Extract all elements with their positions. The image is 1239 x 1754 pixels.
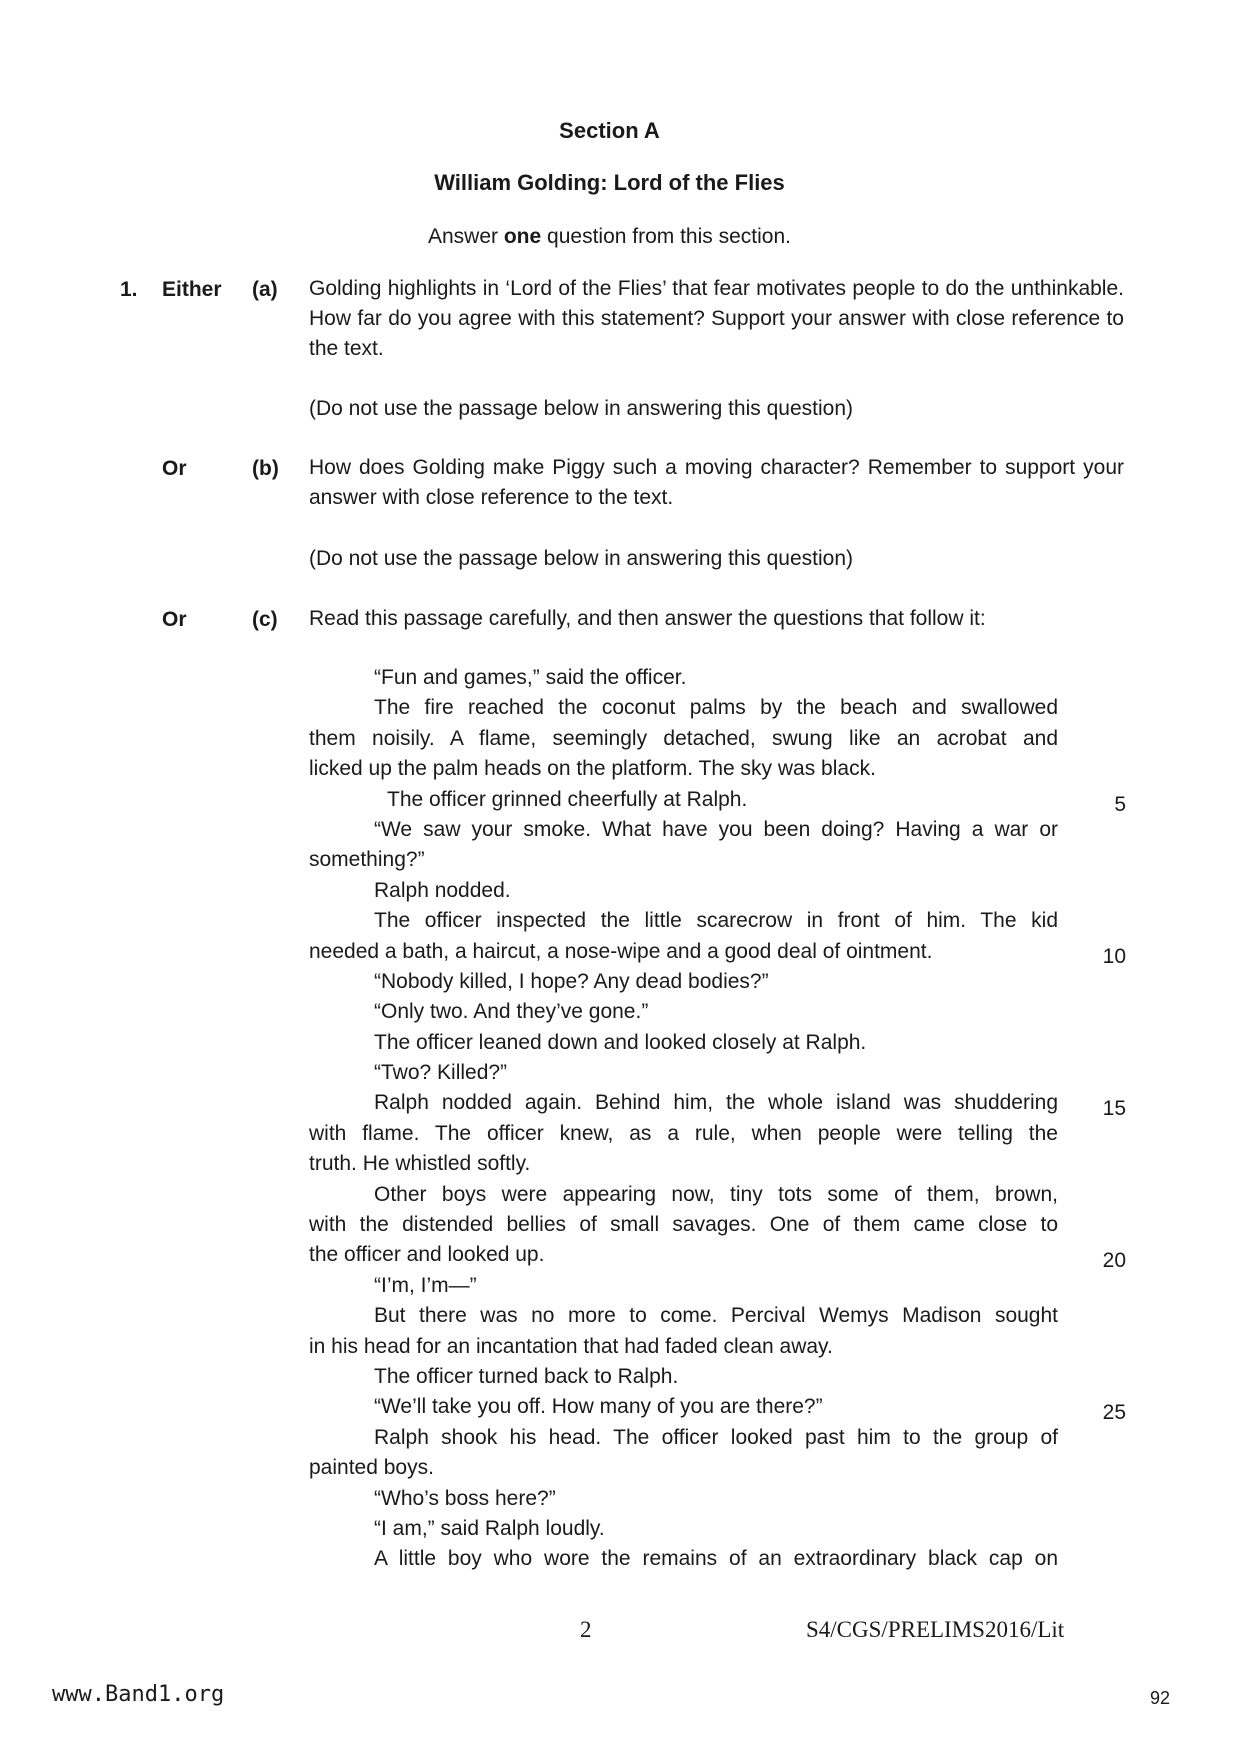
passage-line: The officer leaned down and looked closely at Ralph. <box>374 1030 867 1054</box>
passage-line: “We’ll take you off. How many of you are there?” <box>374 1395 823 1419</box>
page-number: 2 <box>580 1617 592 1642</box>
passage <box>309 663 1058 1575</box>
part-b-text: How does Golding make Piggy such a moving character? Remember to support your answer with close reference to the text. <box>309 456 1124 509</box>
passage-line: “Who’s boss here?” <box>374 1486 556 1510</box>
passage-line: licked up the palm heads on the platform. The sky was black. <box>309 757 876 781</box>
passage-line: “I am,” said Ralph loudly. <box>374 1516 605 1540</box>
part-c-label: (c) <box>252 608 278 631</box>
passage-line: the officer and looked up. <box>309 1243 545 1267</box>
line-number: 20 <box>1102 1249 1126 1272</box>
passage-line: painted boys. <box>309 1456 434 1480</box>
line-number: 15 <box>1102 1097 1126 1120</box>
paper-code: S4/CGS/PRELIMS2016/Lit <box>806 1617 1065 1642</box>
passage-line: “Only two. And they’ve gone.” <box>374 1000 649 1024</box>
passage-line: something?” <box>309 848 425 872</box>
passage-line: with flame. The officer knew, as a rule, when people were telling the <box>309 1121 1058 1145</box>
passage-line: Ralph nodded. <box>374 878 511 902</box>
passage-line: “Two? Killed?” <box>374 1061 508 1085</box>
passage-line: The fire reached the coconut palms by the beach and swallowed <box>374 696 1058 720</box>
line-number: 25 <box>1102 1401 1126 1424</box>
passage-line: with the distended bellies of small savages. One of them came close to <box>309 1213 1058 1237</box>
passage-line: The officer inspected the little scarecrow in front of him. The kid <box>374 909 1058 933</box>
passage-line: Other boys were appearing now, tiny tots some of them, brown, <box>374 1182 1058 1206</box>
passage-line: needed a bath, a haircut, a nose-wipe and a good deal of ointment. <box>309 939 933 963</box>
passage-line: The officer grinned cheerfully at Ralph. <box>387 787 748 811</box>
or-label-c: Or <box>162 608 187 631</box>
passage-line: But there was no more to come. Percival Wemys Madison sought <box>374 1304 1058 1328</box>
part-b-note: (Do not use the passage below in answering this question) <box>309 547 853 570</box>
part-a-label: (a) <box>252 278 278 301</box>
passage-line: The officer turned back to Ralph. <box>374 1364 679 1388</box>
part-b-label: (b) <box>252 457 279 480</box>
either-label: Either <box>162 278 222 301</box>
passage-line: “I’m, I’m—” <box>374 1273 477 1297</box>
website-watermark: www.Band1.org <box>52 1682 225 1707</box>
part-a-text: Golding highlights in ‘Lord of the Flies’ that fear motivates people to do the unthinkable. How far do you agree with this statement? Support your answer with close reference to the text. <box>309 277 1124 360</box>
or-label-b: Or <box>162 457 187 480</box>
passage-line: Ralph shook his head. The officer looked past him to the group of <box>374 1425 1058 1449</box>
passage-line: in his head for an incantation that had faded clean away. <box>309 1334 833 1358</box>
document-page-number: 92 <box>1150 1688 1171 1708</box>
passage-line: “Nobody killed, I hope? Any dead bodies?” <box>374 969 769 993</box>
line-number: 5 <box>1114 793 1126 816</box>
instruction: Answer one question from this section. <box>428 225 791 248</box>
question-number: 1. <box>120 278 138 301</box>
passage-line: “Fun and games,” said the officer. <box>374 666 687 689</box>
part-a-note: (Do not use the passage below in answering this question) <box>309 397 853 420</box>
line-number: 10 <box>1102 945 1126 968</box>
passage-line: them noisily. A flame, seemingly detached, swung like an acrobat and <box>309 726 1058 750</box>
text-title: William Golding: Lord of the Flies <box>434 170 785 195</box>
passage-line: Ralph nodded again. Behind him, the whole island was shuddering <box>374 1091 1058 1115</box>
passage-line: truth. He whistled softly. <box>309 1152 531 1176</box>
part-c-text: Read this passage carefully, and then answer the questions that follow it: <box>309 607 986 630</box>
passage-line: A little boy who wore the remains of an extraordinary black cap on <box>374 1547 1058 1571</box>
section-heading: Section A <box>559 118 660 143</box>
passage-line: “We saw your smoke. What have you been doing? Having a war or <box>374 817 1058 841</box>
